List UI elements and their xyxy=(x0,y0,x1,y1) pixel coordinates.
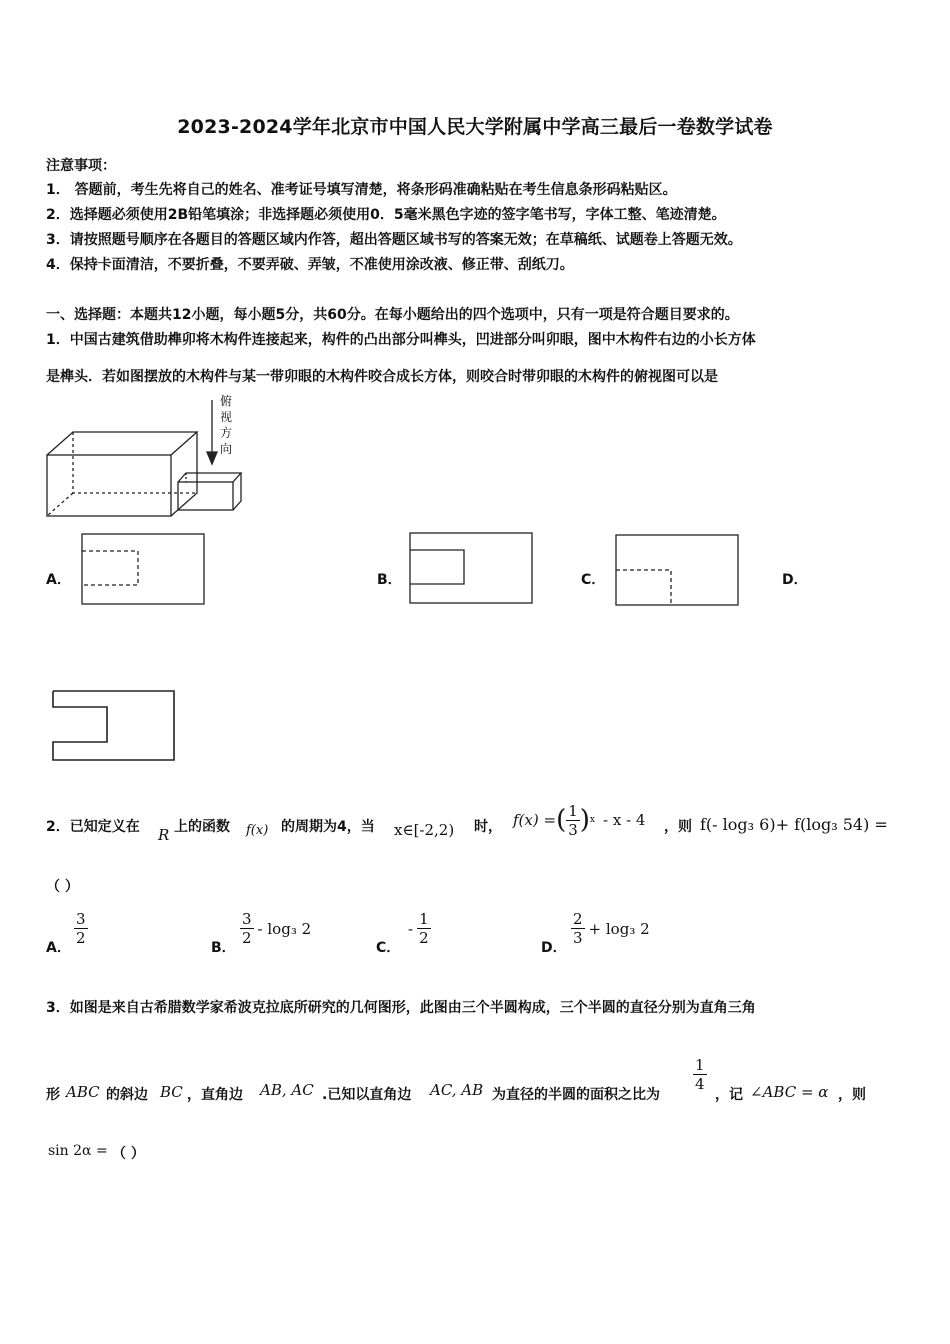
q2-option-d-label[interactable]: D． xyxy=(541,940,567,956)
q1-option-c-figure xyxy=(614,533,744,609)
page-title: 2023-2024学年北京市中国人民大学附属中学高三最后一卷数学试卷 xyxy=(177,116,773,138)
q2-answer-paren: （ ） xyxy=(46,879,79,895)
notice-item-3: 3．请按照题号顺序在各题目的答题区域内作答，超出答题区域书写的答案无效；在草稿纸、试题卷上答题无效。 xyxy=(46,232,742,248)
q3-angle: ∠ABC = α xyxy=(750,1083,829,1101)
q1-line-2: 是榫头．若如图摆放的木构件与某一带卯眼的木构件咬合成长方体，则咬合时带卯眼的木构件的俯视图可以是 xyxy=(46,369,718,385)
q2-option-a-label[interactable]: A． xyxy=(46,940,71,956)
q1-option-a-figure xyxy=(80,532,210,608)
q3-text-7: ，则 xyxy=(838,1087,866,1103)
q2-option-c-label[interactable]: C． xyxy=(376,940,401,956)
q2-domain: x∈[-2,2) xyxy=(394,821,455,839)
q2-function-definition: f(x) = ( $\frac{1}{3}$ ) x - x - 4 xyxy=(513,801,646,839)
q3-sin-expr: sin 2α = xyxy=(48,1143,108,1159)
q3-ratio: $\frac{1}{4}$ xyxy=(695,1056,705,1093)
q2-option-a-value: $\frac{3}{2}$ xyxy=(76,910,86,947)
q2-fx: f(x) xyxy=(246,823,269,838)
q3-line-1: 3．如图是来自古希腊数学家希波克拉底所研究的几何图形，此图由三个半圆构成，三个半圆的直径分别为直角三角 xyxy=(46,1000,756,1016)
q3-answer-paren: （ ） xyxy=(112,1146,145,1162)
q3-text-4: .已知以直角边 xyxy=(322,1087,412,1103)
q2-option-b-label[interactable]: B． xyxy=(211,940,236,956)
notice-heading: 注意事项： xyxy=(46,158,116,174)
notice-item-2: 2．选择题必须使用2B铅笔填涂；非选择题必须使用0．5毫米黑色字迹的签字笔书写，字体工整、笔迹清楚。 xyxy=(46,207,726,223)
q2-expression: f(- log₃ 6)+ f(log₃ 54) = xyxy=(700,815,888,834)
q1-view-label: 俯 视 方 向 xyxy=(220,394,233,456)
q1-option-b-figure xyxy=(408,531,538,607)
q3-text-1: 形 xyxy=(46,1087,60,1103)
q2-text-5: ，则 xyxy=(664,819,692,835)
q3-text-6: ，记 xyxy=(715,1087,743,1103)
notice-item-1: 1． 答题前，考生先将自己的姓名、准考证号填写清楚，将条形码准确粘贴在考生信息条形码粘贴区。 xyxy=(46,182,677,198)
q2-r-symbol: R xyxy=(158,826,170,844)
q3-text-5: 为直径的半圆的面积之比为 xyxy=(492,1087,660,1103)
q2-text-4: 时， xyxy=(474,819,502,835)
q2-text-1: 2．已知定义在 xyxy=(46,819,140,835)
q2-option-c-value: - $\frac{1}{2}$ xyxy=(408,910,429,947)
q3-text-3: ，直角边 xyxy=(187,1087,243,1103)
q3-abc: ABC xyxy=(66,1083,100,1101)
q3-text-2: 的斜边 xyxy=(106,1087,148,1103)
q3-ab-ac: AB, AC xyxy=(260,1081,314,1099)
q1-option-d-figure xyxy=(50,688,180,764)
q3-bc: BC xyxy=(160,1083,183,1101)
q3-ac-ab: AC, AB xyxy=(430,1081,484,1099)
q2-text-2: 上的函数 xyxy=(174,819,230,835)
q1-option-a-label[interactable]: A． xyxy=(46,572,71,588)
q2-text-3: 的周期为4，当 xyxy=(281,819,375,835)
q1-line-1: 1．中国古建筑借助榫卯将木构件连接起来，构件的凸出部分叫榫头，凹进部分叫卯眼，图中木构件右边的小长方体 xyxy=(46,332,756,348)
notice-item-4: 4．保持卡面清洁，不要折叠，不要弄破、弄皱，不准使用涂改液、修正带、刮纸刀。 xyxy=(46,257,574,273)
q2-option-d-value: $\frac{2}{3}$ + log₃ 2 xyxy=(573,910,650,947)
q1-option-b-label[interactable]: B． xyxy=(377,572,402,588)
q1-option-d-label[interactable]: D． xyxy=(782,572,808,588)
q2-option-b-value: $\frac{3}{2}$ - log₃ 2 xyxy=(242,910,312,947)
section-heading: 一、选择题：本题共12小题，每小题5分，共60分。在每小题给出的四个选项中，只有一项是符合题目要求的。 xyxy=(46,307,739,323)
q1-option-c-label[interactable]: C． xyxy=(581,572,606,588)
